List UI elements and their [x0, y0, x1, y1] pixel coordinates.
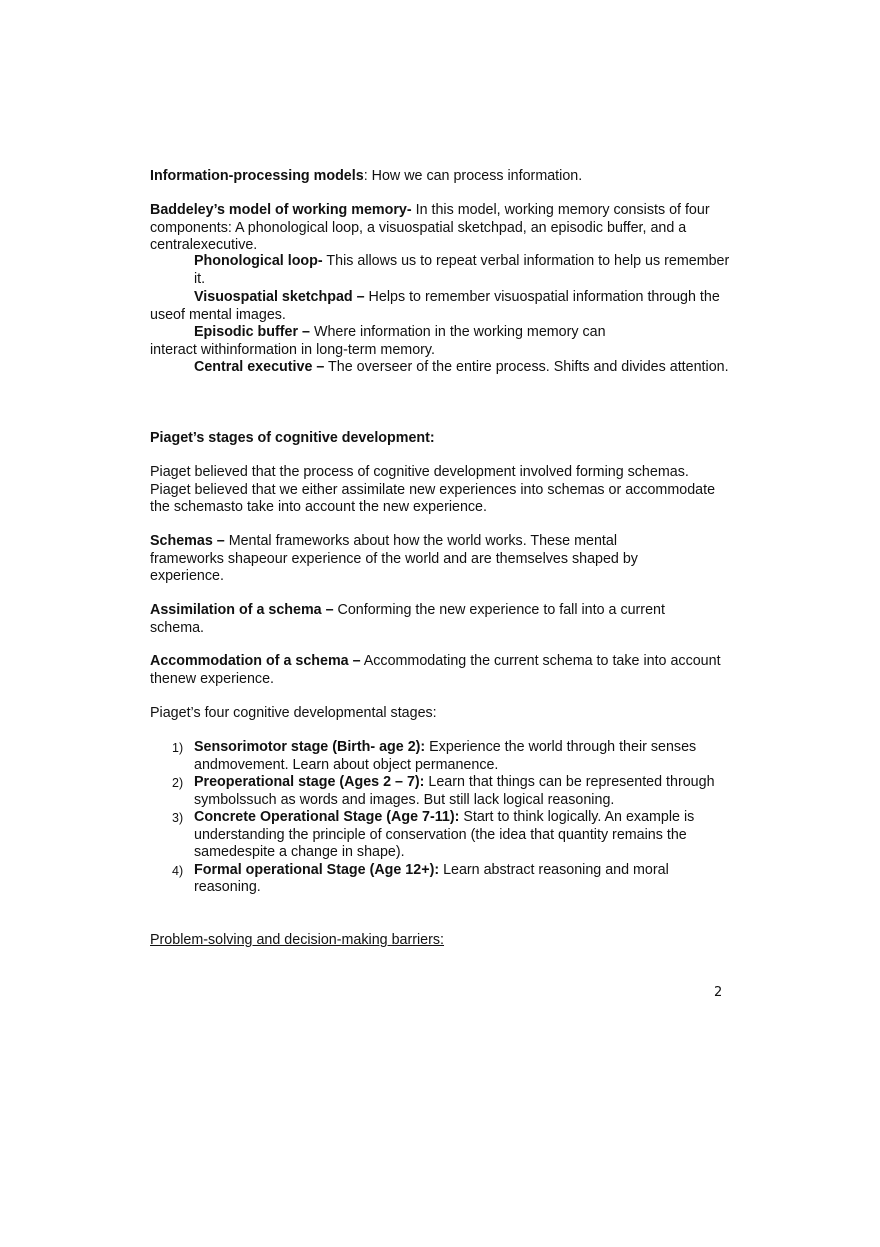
list-number: 2): [172, 776, 184, 790]
problem-solving-heading: Problem-solving and decision-making barriers:: [150, 932, 445, 948]
page-number: 2: [714, 985, 723, 1000]
central-executive-title: Central executive –: [194, 359, 325, 375]
accommodation-paragraph: [150, 653, 730, 688]
list-item: [150, 774, 730, 809]
episodic-buffer-text: Where information in the working memory can interact withinformation in long-term memory.: [150, 324, 606, 358]
accommodation-title: Accommodation of a schema –: [150, 653, 361, 669]
assimilation-text: Conforming the new experience to fall into a current schema.: [150, 602, 665, 636]
list-number: 1): [172, 741, 184, 755]
phonological-loop-text: This allows us to repeat verbal information to help us remember it.: [194, 253, 730, 287]
ipm-paragraph: [150, 168, 730, 186]
list-number: 3): [172, 811, 184, 825]
baddeley-title: Baddeley’s model of working memory-: [150, 202, 412, 218]
stage-title: Concrete Operational Stage (Age 7-11):: [194, 809, 460, 825]
stage-text: Start to think logically. An example is understanding the principle of conservation (the idea that quantity remains the samedespite a change in shape).: [194, 809, 695, 860]
phonological-loop-item: [150, 253, 730, 288]
stages-list: [150, 739, 730, 897]
list-item: [150, 739, 730, 774]
list-item: [150, 862, 730, 897]
episodic-buffer-item: [150, 324, 650, 359]
piaget-heading: Piaget’s stages of cognitive development:: [150, 430, 435, 446]
baddeley-text: In this model, working memory consists of four components: A phonological loop, a visuospatial sketchpad, an episodic buffer, and a centralexecutive.: [150, 202, 710, 253]
central-executive-text: The overseer of the entire process. Shifts and divides attention.: [324, 359, 729, 375]
assimilation-paragraph: [150, 602, 710, 637]
stage-title: Preoperational stage (Ages 2 – 7):: [194, 774, 425, 790]
stage-title: Formal operational Stage (Age 12+):: [194, 861, 440, 878]
assimilation-title: Assimilation of a schema –: [150, 602, 334, 618]
stage-text: Experience the world through their senses andmovement. Learn about object permanence.: [194, 739, 697, 773]
schemas-text: Mental frameworks about how the world works. These mental frameworks shapeour experience of the world and are themselves shaped by experience.: [150, 533, 638, 584]
stage-title: Sensorimotor stage (Birth- age 2):: [194, 739, 426, 755]
central-executive-item: [150, 359, 730, 377]
accommodation-text: Accommodating the current schema to take into account thenew experience.: [150, 653, 721, 687]
stage-text: Learn abstract reasoning and moral reasoning.: [194, 861, 669, 895]
episodic-buffer-title: Episodic buffer –: [194, 324, 310, 340]
list-number: 4): [172, 863, 184, 878]
piaget-intro: Piaget believed that the process of cognitive development involved forming schemas. Piaget believed that we either assimilate new experiences into schemas or accommodate the schemasto take into account the new experience.: [150, 464, 716, 515]
ipm-text: : How we can process information.: [363, 168, 583, 184]
schemas-paragraph: [150, 533, 680, 586]
visuospatial-sketchpad-text: Helps to remember visuospatial information through the useof mental images.: [150, 289, 720, 323]
phonological-loop-title: Phonological loop-: [194, 253, 323, 269]
ipm-title: Information-processing models: [150, 168, 364, 184]
list-item: [150, 809, 730, 862]
stages-intro: Piaget’s four cognitive developmental stages:: [150, 705, 437, 721]
schemas-title: Schemas –: [150, 533, 225, 549]
baddeley-paragraph: [150, 202, 730, 255]
visuospatial-sketchpad-title: Visuospatial sketchpad –: [194, 289, 365, 305]
visuospatial-sketchpad-item: [150, 289, 725, 324]
stage-text: Learn that things can be represented through symbolssuch as words and images. But still lack logical reasoning.: [194, 774, 715, 808]
